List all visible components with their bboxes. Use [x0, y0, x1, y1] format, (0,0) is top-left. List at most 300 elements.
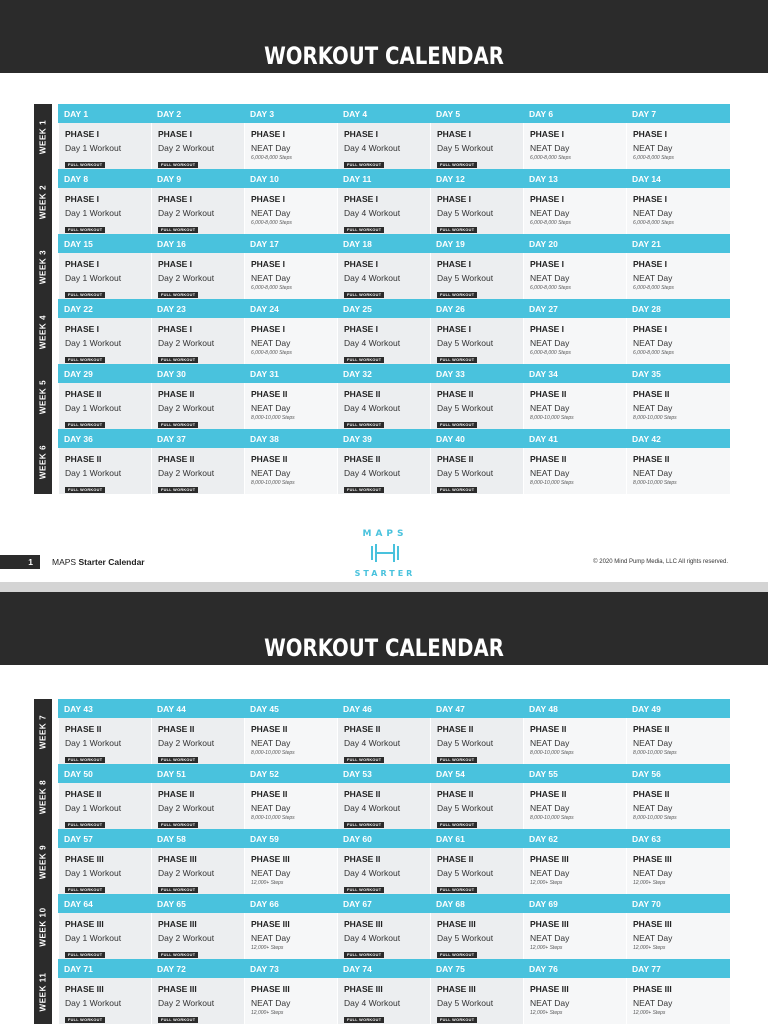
day-number: DAY 16	[157, 239, 186, 249]
steps-target: 8,000-10,000 Steps	[530, 815, 574, 821]
week-label	[34, 364, 52, 429]
phase-label: PHASE III	[633, 919, 672, 929]
phase-label: PHASE II	[530, 454, 567, 464]
workout-label: NEAT Day	[633, 998, 673, 1008]
day-cell	[523, 383, 626, 429]
week-row	[38, 299, 730, 364]
day-cell	[430, 913, 523, 959]
day-number: DAY 1	[64, 109, 89, 119]
workout-label: NEAT Day	[530, 868, 570, 878]
day-number: DAY 44	[157, 704, 186, 714]
full-workout-badge: FULL WORKOUT	[437, 822, 477, 828]
workout-label: Day 4 Workout	[344, 273, 401, 283]
workout-label: Day 4 Workout	[344, 143, 401, 153]
full-workout-badge: FULL WORKOUT	[437, 227, 477, 233]
workout-label: NEAT Day	[251, 273, 291, 283]
workout-label: Day 4 Workout	[344, 403, 401, 413]
day-number: DAY 53	[343, 769, 372, 779]
workout-label: Day 1 Workout	[65, 998, 122, 1008]
full-workout-badge: FULL WORKOUT	[158, 887, 198, 893]
day-number: DAY 31	[250, 369, 279, 379]
phase-label: PHASE II	[633, 789, 670, 799]
workout-label: NEAT Day	[251, 868, 291, 878]
day-header-row	[58, 959, 730, 978]
steps-target: 8,000-10,000 Steps	[530, 415, 574, 421]
phase-label: PHASE I	[344, 129, 379, 139]
day-number: DAY 62	[529, 834, 558, 844]
day-number: DAY 32	[343, 369, 372, 379]
workout-label: NEAT Day	[251, 468, 291, 478]
day-number: DAY 65	[157, 899, 186, 909]
workout-label: Day 5 Workout	[437, 338, 494, 348]
day-cell	[58, 848, 151, 894]
day-number: DAY 35	[632, 369, 661, 379]
calendar-page-2	[0, 592, 768, 1024]
week-label	[34, 104, 52, 169]
week-label	[34, 429, 52, 494]
day-cell	[244, 253, 337, 299]
day-cell	[151, 253, 244, 299]
workout-label: Day 1 Workout	[65, 338, 122, 348]
workout-label: Day 4 Workout	[344, 998, 401, 1008]
day-number: DAY 13	[529, 174, 558, 184]
day-cell	[626, 718, 730, 764]
day-header-row	[58, 829, 730, 848]
day-number: DAY 52	[250, 769, 279, 779]
day-cell	[244, 448, 337, 494]
full-workout-badge: FULL WORKOUT	[437, 487, 477, 493]
week-label	[34, 699, 52, 764]
week-label-text: WEEK 8	[38, 779, 48, 814]
workout-label: Day 1 Workout	[65, 273, 122, 283]
day-number: DAY 56	[632, 769, 661, 779]
page-header	[0, 0, 768, 73]
full-workout-badge: FULL WORKOUT	[344, 757, 384, 763]
steps-target: 12,000+ Steps	[633, 880, 666, 886]
phase-label: PHASE III	[437, 919, 476, 929]
day-cell	[151, 978, 244, 1024]
phase-label: PHASE II	[530, 789, 567, 799]
day-number: DAY 45	[250, 704, 279, 714]
week-label	[34, 169, 52, 234]
full-workout-badge: FULL WORKOUT	[158, 357, 198, 363]
steps-target: 8,000-10,000 Steps	[633, 750, 677, 756]
day-number: DAY 74	[343, 964, 372, 974]
day-number: DAY 34	[529, 369, 558, 379]
calendar-grid	[38, 104, 730, 494]
full-workout-badge: FULL WORKOUT	[158, 1017, 198, 1023]
day-number: DAY 30	[157, 369, 186, 379]
week-row	[38, 234, 730, 299]
day-number: DAY 33	[436, 369, 465, 379]
phase-label: PHASE I	[530, 324, 565, 334]
day-number: DAY 50	[64, 769, 93, 779]
day-number: DAY 41	[529, 434, 558, 444]
workout-label: Day 4 Workout	[344, 338, 401, 348]
phase-label: PHASE III	[65, 984, 104, 994]
workout-label: Day 5 Workout	[437, 143, 494, 153]
full-workout-badge: FULL WORKOUT	[344, 822, 384, 828]
phase-label: PHASE I	[344, 259, 379, 269]
workout-label: Day 5 Workout	[437, 803, 494, 813]
phase-label: PHASE I	[344, 324, 379, 334]
workout-label: Day 5 Workout	[437, 468, 494, 478]
day-cell	[626, 913, 730, 959]
day-cell	[337, 718, 430, 764]
day-number: DAY 21	[632, 239, 661, 249]
day-number: DAY 8	[64, 174, 89, 184]
phase-label: PHASE I	[158, 129, 193, 139]
day-number: DAY 15	[64, 239, 93, 249]
phase-label: PHASE I	[530, 129, 565, 139]
day-header-row	[58, 234, 730, 253]
phase-label: PHASE I	[437, 324, 472, 334]
full-workout-badge: FULL WORKOUT	[65, 822, 105, 828]
steps-target: 6,000-8,000 Steps	[251, 220, 292, 226]
day-number: DAY 38	[250, 434, 279, 444]
day-header-row	[58, 169, 730, 188]
day-number: DAY 40	[436, 434, 465, 444]
phase-label: PHASE I	[437, 194, 472, 204]
full-workout-badge: FULL WORKOUT	[158, 227, 198, 233]
day-body-row	[58, 448, 730, 494]
phase-label: PHASE III	[633, 984, 672, 994]
day-body-row	[58, 978, 730, 1024]
workout-label: NEAT Day	[251, 998, 291, 1008]
phase-label: PHASE I	[633, 129, 668, 139]
day-cell	[337, 318, 430, 364]
day-number: DAY 68	[436, 899, 465, 909]
workout-label: NEAT Day	[530, 803, 570, 813]
day-cell	[337, 448, 430, 494]
day-cell	[430, 123, 523, 169]
day-cell	[151, 123, 244, 169]
day-cell	[151, 188, 244, 234]
phase-label: PHASE II	[633, 724, 670, 734]
page-header	[0, 592, 768, 665]
steps-target: 6,000-8,000 Steps	[633, 220, 674, 226]
full-workout-badge: FULL WORKOUT	[437, 292, 477, 298]
day-cell	[337, 123, 430, 169]
day-cell	[523, 783, 626, 829]
day-cell	[244, 978, 337, 1024]
week-label	[34, 829, 52, 894]
week-label-text: WEEK 7	[38, 714, 48, 749]
day-number: DAY 17	[250, 239, 279, 249]
week-label-text: WEEK 4	[38, 314, 48, 349]
workout-label: Day 1 Workout	[65, 868, 122, 878]
day-number: DAY 67	[343, 899, 372, 909]
workout-label: NEAT Day	[633, 273, 673, 283]
day-cell	[58, 318, 151, 364]
full-workout-badge: FULL WORKOUT	[65, 162, 105, 168]
page-footer	[0, 548, 768, 576]
day-number: DAY 47	[436, 704, 465, 714]
day-cell	[523, 448, 626, 494]
full-workout-badge: FULL WORKOUT	[344, 422, 384, 428]
day-number: DAY 46	[343, 704, 372, 714]
page-divider	[0, 582, 768, 592]
phase-label: PHASE II	[633, 454, 670, 464]
workout-label: Day 2 Workout	[158, 738, 215, 748]
day-header-row	[58, 699, 730, 718]
phase-label: PHASE II	[344, 789, 381, 799]
steps-target: 8,000-10,000 Steps	[251, 750, 295, 756]
day-number: DAY 63	[632, 834, 661, 844]
phase-label: PHASE I	[65, 259, 100, 269]
full-workout-badge: FULL WORKOUT	[158, 487, 198, 493]
steps-target: 6,000-8,000 Steps	[251, 350, 292, 356]
full-workout-badge: FULL WORKOUT	[65, 487, 105, 493]
week-label	[34, 894, 52, 959]
day-cell	[151, 718, 244, 764]
day-body-row	[58, 913, 730, 959]
day-body-row	[58, 383, 730, 429]
day-cell	[244, 718, 337, 764]
workout-label: NEAT Day	[633, 803, 673, 813]
day-body-row	[58, 783, 730, 829]
day-cell	[430, 718, 523, 764]
day-cell	[523, 978, 626, 1024]
steps-target: 8,000-10,000 Steps	[251, 480, 295, 486]
workout-label: Day 5 Workout	[437, 998, 494, 1008]
day-number: DAY 37	[157, 434, 186, 444]
day-body-row	[58, 123, 730, 169]
steps-target: 8,000-10,000 Steps	[633, 815, 677, 821]
workout-label: Day 1 Workout	[65, 468, 122, 478]
phase-label: PHASE I	[530, 259, 565, 269]
phase-label: PHASE II	[65, 389, 102, 399]
week-row	[38, 829, 730, 894]
day-cell	[626, 188, 730, 234]
day-header-row	[58, 299, 730, 318]
day-number: DAY 64	[64, 899, 93, 909]
steps-target: 12,000+ Steps	[251, 945, 284, 951]
day-number: DAY 26	[436, 304, 465, 314]
phase-label: PHASE II	[437, 789, 474, 799]
full-workout-badge: FULL WORKOUT	[344, 887, 384, 893]
steps-target: 8,000-10,000 Steps	[633, 415, 677, 421]
day-cell	[337, 783, 430, 829]
full-workout-badge: FULL WORKOUT	[344, 357, 384, 363]
week-label-text: WEEK 6	[38, 444, 48, 479]
logo-bottom-text: STARTER	[354, 569, 416, 578]
phase-label: PHASE III	[344, 984, 383, 994]
steps-target: 12,000+ Steps	[633, 945, 666, 951]
workout-label: Day 2 Workout	[158, 143, 215, 153]
workout-label: Day 2 Workout	[158, 468, 215, 478]
steps-target: 8,000-10,000 Steps	[633, 480, 677, 486]
steps-target: 6,000-8,000 Steps	[633, 350, 674, 356]
phase-label: PHASE I	[633, 194, 668, 204]
day-cell	[626, 978, 730, 1024]
phase-label: PHASE II	[437, 724, 474, 734]
day-cell	[151, 913, 244, 959]
phase-label: PHASE II	[158, 789, 195, 799]
page-number: 1	[0, 555, 40, 569]
workout-label: NEAT Day	[633, 338, 673, 348]
steps-target: 6,000-8,000 Steps	[530, 155, 571, 161]
workout-label: NEAT Day	[633, 403, 673, 413]
steps-target: 6,000-8,000 Steps	[530, 285, 571, 291]
workout-label: Day 1 Workout	[65, 143, 122, 153]
week-label-text: WEEK 3	[38, 249, 48, 284]
week-row	[38, 764, 730, 829]
day-number: DAY 61	[436, 834, 465, 844]
day-number: DAY 20	[529, 239, 558, 249]
day-cell	[244, 783, 337, 829]
day-cell	[58, 913, 151, 959]
logo-top-text: MAPS	[362, 529, 408, 539]
steps-target: 6,000-8,000 Steps	[251, 285, 292, 291]
day-cell	[430, 318, 523, 364]
workout-label: NEAT Day	[251, 738, 291, 748]
phase-label: PHASE I	[158, 194, 193, 204]
phase-label: PHASE III	[65, 854, 104, 864]
day-number: DAY 7	[632, 109, 657, 119]
day-cell	[523, 253, 626, 299]
day-number: DAY 28	[632, 304, 661, 314]
day-number: DAY 73	[250, 964, 279, 974]
day-number: DAY 42	[632, 434, 661, 444]
day-number: DAY 70	[632, 899, 661, 909]
day-number: DAY 55	[529, 769, 558, 779]
steps-target: 6,000-8,000 Steps	[530, 350, 571, 356]
workout-label: Day 2 Workout	[158, 803, 215, 813]
full-workout-badge: FULL WORKOUT	[158, 162, 198, 168]
workout-label: NEAT Day	[633, 933, 673, 943]
workout-label: Day 2 Workout	[158, 998, 215, 1008]
phase-label: PHASE III	[251, 919, 290, 929]
week-label-text: WEEK 1	[38, 119, 48, 154]
day-cell	[337, 913, 430, 959]
day-body-row	[58, 188, 730, 234]
workout-label: NEAT Day	[251, 403, 291, 413]
phase-label: PHASE I	[633, 259, 668, 269]
workout-label: NEAT Day	[530, 143, 570, 153]
workout-label: Day 4 Workout	[344, 468, 401, 478]
phase-label: PHASE III	[633, 854, 672, 864]
full-workout-badge: FULL WORKOUT	[158, 292, 198, 298]
full-workout-badge: FULL WORKOUT	[158, 757, 198, 763]
phase-label: PHASE II	[251, 789, 288, 799]
week-row	[38, 169, 730, 234]
day-number: DAY 48	[529, 704, 558, 714]
phase-label: PHASE III	[530, 854, 569, 864]
workout-label: NEAT Day	[633, 208, 673, 218]
day-number: DAY 11	[343, 174, 372, 184]
calendar-grid	[38, 699, 730, 1024]
phase-label: PHASE I	[65, 324, 100, 334]
day-cell	[523, 718, 626, 764]
workout-label: Day 4 Workout	[344, 208, 401, 218]
workout-label: Day 2 Workout	[158, 403, 215, 413]
day-number: DAY 43	[64, 704, 93, 714]
phase-label: PHASE III	[344, 919, 383, 929]
workout-label: Day 5 Workout	[437, 208, 494, 218]
week-label-text: WEEK 10	[38, 906, 48, 947]
day-cell	[151, 848, 244, 894]
day-cell	[337, 978, 430, 1024]
phase-label: PHASE II	[530, 389, 567, 399]
workout-label: NEAT Day	[530, 403, 570, 413]
day-header-row	[58, 364, 730, 383]
day-number: DAY 14	[632, 174, 661, 184]
phase-label: PHASE I	[344, 194, 379, 204]
day-cell	[58, 188, 151, 234]
day-cell	[523, 913, 626, 959]
day-number: DAY 66	[250, 899, 279, 909]
brand-suffix: Starter Calendar	[78, 557, 145, 567]
workout-label: Day 4 Workout	[344, 868, 401, 878]
day-cell	[244, 848, 337, 894]
week-row	[38, 104, 730, 169]
day-number: DAY 60	[343, 834, 372, 844]
phase-label: PHASE I	[251, 324, 286, 334]
day-cell	[430, 253, 523, 299]
workout-label: NEAT Day	[251, 143, 291, 153]
phase-label: PHASE I	[158, 324, 193, 334]
week-label	[34, 299, 52, 364]
week-label-text: WEEK 9	[38, 844, 48, 879]
workout-label: Day 2 Workout	[158, 273, 215, 283]
workout-label: Day 2 Workout	[158, 338, 215, 348]
day-number: DAY 58	[157, 834, 186, 844]
phase-label: PHASE II	[65, 454, 102, 464]
full-workout-badge: FULL WORKOUT	[344, 227, 384, 233]
day-number: DAY 57	[64, 834, 93, 844]
full-workout-badge: FULL WORKOUT	[437, 757, 477, 763]
page-title: WORKOUT CALENDAR	[264, 42, 504, 70]
day-cell	[430, 978, 523, 1024]
day-cell	[337, 848, 430, 894]
workout-label: Day 5 Workout	[437, 933, 494, 943]
week-label	[34, 959, 52, 1024]
page-title: WORKOUT CALENDAR	[264, 634, 504, 662]
week-row	[38, 894, 730, 959]
day-body-row	[58, 718, 730, 764]
day-cell	[430, 448, 523, 494]
full-workout-badge: FULL WORKOUT	[65, 887, 105, 893]
day-cell	[244, 383, 337, 429]
day-number: DAY 23	[157, 304, 186, 314]
workout-label: NEAT Day	[530, 208, 570, 218]
day-number: DAY 75	[436, 964, 465, 974]
day-number: DAY 54	[436, 769, 465, 779]
day-number: DAY 4	[343, 109, 368, 119]
phase-label: PHASE II	[344, 724, 381, 734]
day-number: DAY 59	[250, 834, 279, 844]
week-row	[38, 429, 730, 494]
workout-label: NEAT Day	[251, 933, 291, 943]
day-cell	[58, 383, 151, 429]
workout-label: NEAT Day	[633, 738, 673, 748]
day-cell	[626, 448, 730, 494]
full-workout-badge: FULL WORKOUT	[437, 1017, 477, 1023]
full-workout-badge: FULL WORKOUT	[344, 1017, 384, 1023]
day-cell	[430, 848, 523, 894]
day-cell	[244, 913, 337, 959]
day-cell	[523, 188, 626, 234]
day-cell	[626, 783, 730, 829]
phase-label: PHASE II	[158, 724, 195, 734]
day-number: DAY 29	[64, 369, 93, 379]
full-workout-badge: FULL WORKOUT	[65, 292, 105, 298]
phase-label: PHASE III	[530, 919, 569, 929]
day-cell	[523, 123, 626, 169]
day-cell	[430, 188, 523, 234]
day-cell	[626, 123, 730, 169]
